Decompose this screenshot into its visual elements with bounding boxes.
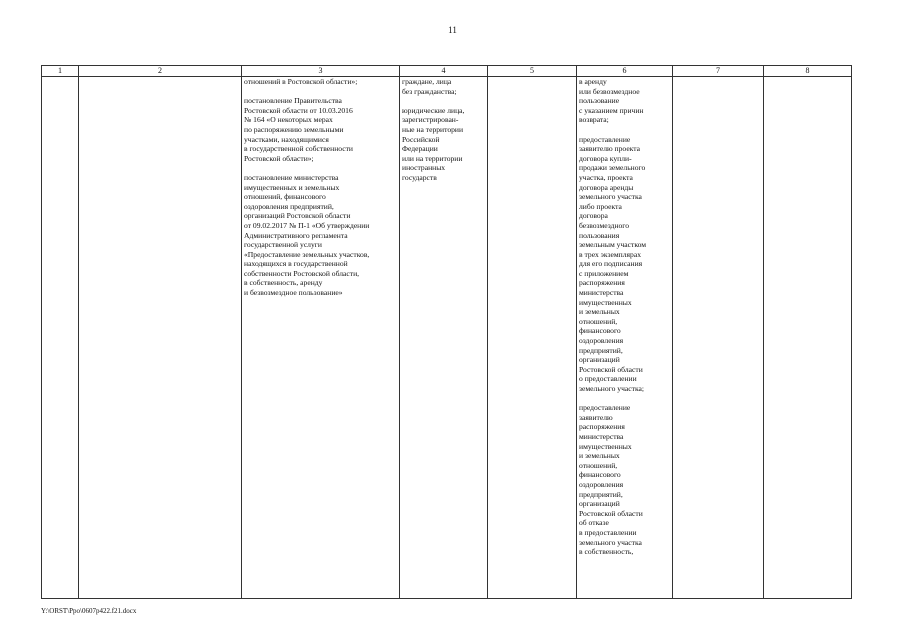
column-header-2: 2 [79, 66, 242, 77]
cell-col-6-results: в аренду или безвозмездное пользование с указанием причин возврата; предоставление заявителю проекта договора купли- продажи земельного участка, проекта договора аренды земельного участка либо проекта договора безвозмездного пользования земельным участком в трех экземплярах для его подписания с приложением распоряжения министерства имущественных и земельных отношений, финансового оздоровления предприятий, организаций Ростовской области о предоставлении земельного участка; предоставление заявителю распоряжения министерства имущественных и земельных отношений, финансового оздоровления предприятий, организаций Ростовской области об отказе в предоставлении земельного участка в собственность, [577, 77, 673, 599]
document-table [41, 65, 852, 599]
cell-col-3-legal-acts: отношений в Ростовской области»; постановление Правительства Ростовской области от 10.03.2016 № 164 «О некоторых мерах по распоряжению земельными участками, находящимися в государственной собственности Ростовской области»; постановление министерства имущественных и земельных отношений, финансового оздоровления предприятий, организаций Ростовской области от 09.02.2017 № П-1 «Об утверждении Административного регламента государственной услуги «Предоставление земельных участков, находящихся в государственной собственности Ростовской области, в собственность, аренду и безвозмездное пользование» [242, 77, 400, 599]
column-header-3: 3 [242, 66, 400, 77]
column-header-1: 1 [42, 66, 79, 77]
column-header-5: 5 [488, 66, 577, 77]
table-row [42, 77, 852, 599]
column-header-7: 7 [673, 66, 764, 77]
table-header-row [42, 66, 852, 77]
cell-col-7 [673, 77, 764, 599]
cell-col-5 [488, 77, 577, 599]
cell-col-1 [42, 77, 79, 599]
footer-file-path: Y:\ORST\Ppo\0607p422.f21.docx [41, 607, 137, 615]
cell-col-4-applicants: граждане, лица без гражданства; юридические лица, зарегистрирован- ные на территории Российской Федерации или на территории иностранных государств [400, 77, 488, 599]
column-header-8: 8 [764, 66, 852, 77]
cell-col-8 [764, 77, 852, 599]
column-header-4: 4 [400, 66, 488, 77]
page-number: 11 [448, 25, 457, 35]
column-header-6: 6 [577, 66, 673, 77]
cell-col-2 [79, 77, 242, 599]
